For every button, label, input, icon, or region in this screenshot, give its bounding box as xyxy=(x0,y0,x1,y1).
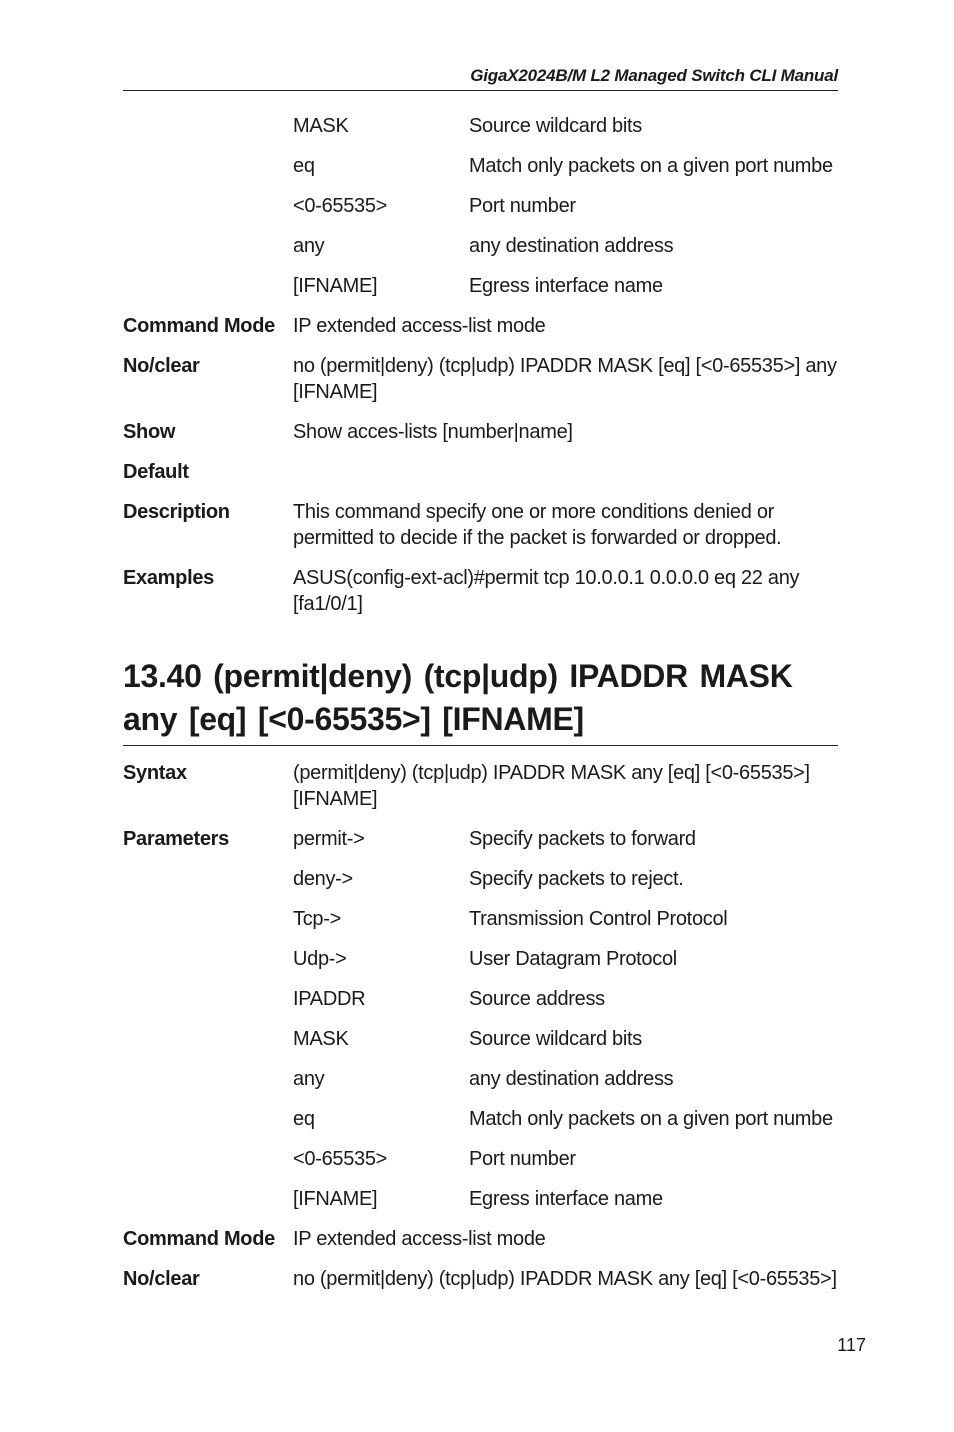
command-mode-row xyxy=(123,313,838,339)
command-mode-row xyxy=(123,1226,838,1252)
examples-value: ASUS(config-ext-acl)#permit tcp 10.0.0.1 0.0.0.0 eq 22 any [fa1/0/1] xyxy=(293,567,800,615)
param-row xyxy=(123,273,838,299)
param-row xyxy=(123,866,838,892)
description-row xyxy=(123,499,838,551)
param-name: <0-65535> xyxy=(293,195,388,217)
param-row xyxy=(123,1106,838,1132)
param-name: Tcp-> xyxy=(293,908,341,930)
param-desc: Port number xyxy=(469,195,576,217)
param-desc: Source wildcard bits xyxy=(469,115,642,137)
param-row xyxy=(123,826,838,852)
param-desc: any destination address xyxy=(469,235,674,257)
param-row xyxy=(123,113,838,139)
noclear-value: no (permit|deny) (tcp|udp) IPADDR MASK any [eq] [<0-65535>] xyxy=(293,1268,837,1290)
page-number: 117 xyxy=(837,1335,866,1355)
param-desc: Egress interface name xyxy=(469,275,663,297)
param-desc: any destination address xyxy=(469,1068,674,1090)
param-name: <0-65535> xyxy=(293,1148,388,1170)
param-name: [IFNAME] xyxy=(293,275,378,297)
default-label: Default xyxy=(123,461,189,483)
noclear-label: No/clear xyxy=(123,355,200,377)
param-row xyxy=(123,1066,838,1092)
description-value: This command specify one or more conditions denied or permitted to decide if the packet is forwarded or dropped. xyxy=(293,501,782,549)
param-desc: Transmission Control Protocol xyxy=(469,908,728,930)
command-mode-value: IP extended access-list mode xyxy=(293,315,546,337)
syntax-value: (permit|deny) (tcp|udp) IPADDR MASK any [eq] [<0-65535>] [IFNAME] xyxy=(293,762,810,810)
param-name: MASK xyxy=(293,1028,349,1050)
default-value xyxy=(293,459,838,485)
description-label: Description xyxy=(123,501,230,523)
param-name: MASK xyxy=(293,115,349,137)
noclear-row xyxy=(123,353,838,405)
show-row xyxy=(123,419,838,445)
noclear-value: no (permit|deny) (tcp|udp) IPADDR MASK [eq] [<0-65535>] any [IFNAME] xyxy=(293,355,837,403)
param-row xyxy=(123,233,838,259)
param-name: any xyxy=(293,235,325,257)
param-desc: Source address xyxy=(469,988,605,1010)
param-row xyxy=(123,906,838,932)
default-row xyxy=(123,459,838,485)
examples-label: Examples xyxy=(123,567,214,589)
param-row xyxy=(123,1026,838,1052)
param-row xyxy=(123,153,838,179)
param-name: eq xyxy=(293,155,315,177)
command-mode-value: IP extended access-list mode xyxy=(293,1228,546,1250)
section-title: 13.40 (permit|deny) (tcp|udp) IPADDR MASK any [eq] [<0-65535>] [IFNAME] xyxy=(123,655,838,746)
param-desc: Specify packets to reject. xyxy=(469,868,684,890)
param-desc: Match only packets on a given port numbe xyxy=(469,155,833,177)
noclear-row xyxy=(123,1266,838,1292)
param-row xyxy=(123,193,838,219)
parameters-label: Parameters xyxy=(123,828,229,850)
param-name: deny-> xyxy=(293,868,353,890)
param-desc: Specify packets to forward xyxy=(469,828,696,850)
param-name: eq xyxy=(293,1108,315,1130)
running-header: GigaX2024B/M L2 Managed Switch CLI Manual xyxy=(123,66,838,91)
param-desc: Port number xyxy=(469,1148,576,1170)
param-name: any xyxy=(293,1068,325,1090)
param-name: Udp-> xyxy=(293,948,347,970)
command-mode-label: Command Mode xyxy=(123,315,275,337)
param-name: IPADDR xyxy=(293,988,366,1010)
examples-row xyxy=(123,565,838,617)
noclear-label: No/clear xyxy=(123,1268,200,1290)
show-value: Show acces-lists [number|name] xyxy=(293,421,573,443)
show-label: Show xyxy=(123,421,176,443)
param-desc: User Datagram Protocol xyxy=(469,948,677,970)
param-desc: Egress interface name xyxy=(469,1188,663,1210)
command-mode-label: Command Mode xyxy=(123,1228,275,1250)
param-row xyxy=(123,986,838,1012)
param-name: [IFNAME] xyxy=(293,1188,378,1210)
param-row xyxy=(123,1186,838,1212)
param-row xyxy=(123,1146,838,1172)
syntax-label: Syntax xyxy=(123,762,187,784)
syntax-row xyxy=(123,760,838,812)
param-desc: Source wildcard bits xyxy=(469,1028,642,1050)
top-parameters-block xyxy=(123,113,838,631)
section-body xyxy=(123,760,838,1306)
param-row xyxy=(123,946,838,972)
param-desc: Match only packets on a given port numbe xyxy=(469,1108,833,1130)
param-name: permit-> xyxy=(293,828,365,850)
